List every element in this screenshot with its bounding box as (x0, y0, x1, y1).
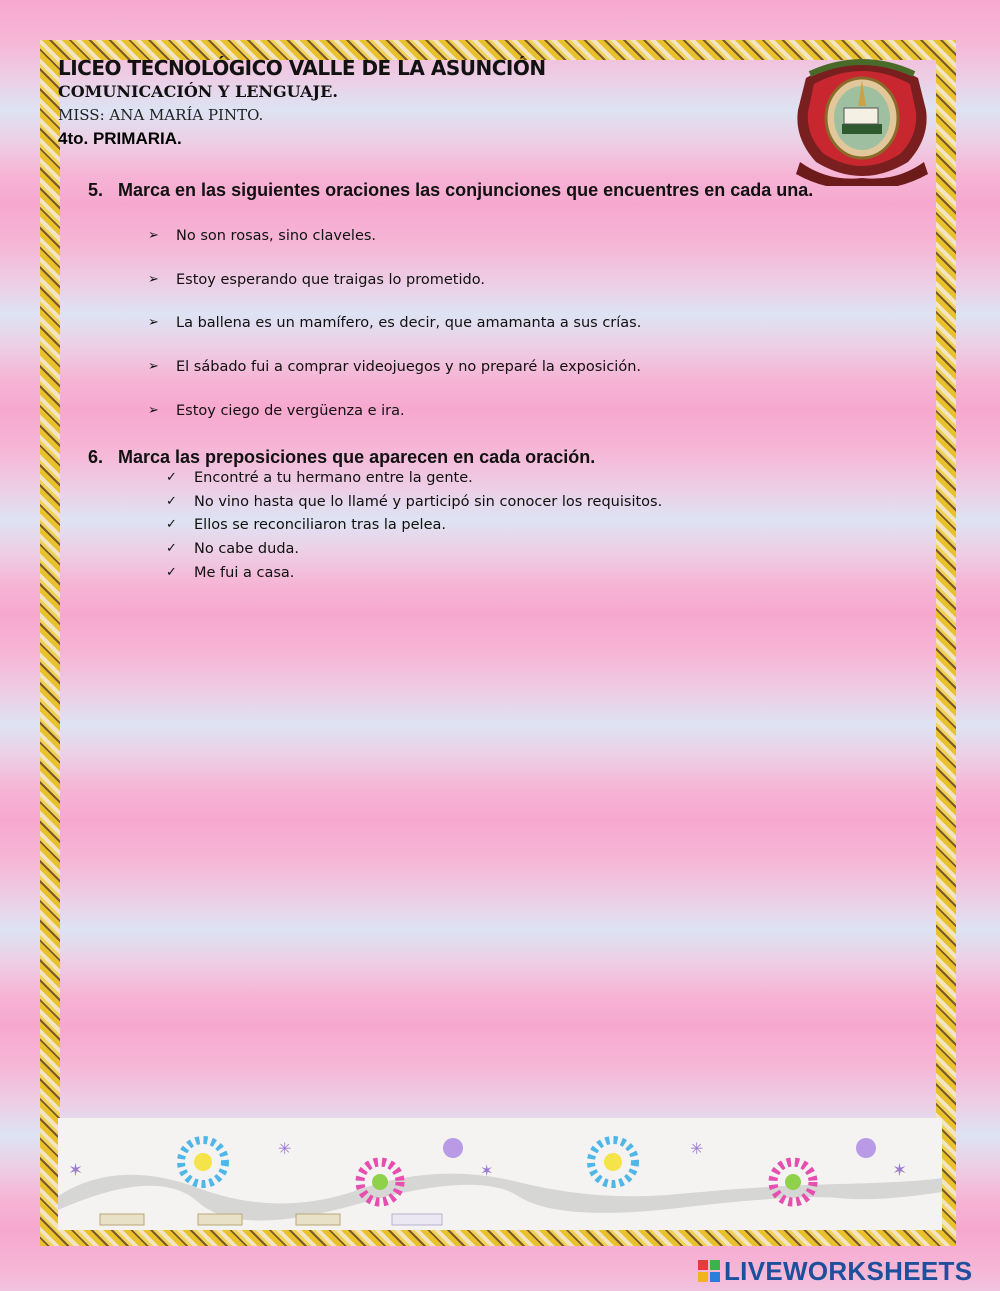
flower-icon (181, 1140, 225, 1184)
small-flower-icon (443, 1138, 463, 1158)
list-item (166, 493, 663, 518)
school-seal-icon (788, 50, 936, 186)
question-6 (88, 447, 595, 468)
checkmark-bullet-icon: ✓ (166, 470, 177, 485)
arrow-bullet-icon: ➢ (148, 271, 159, 287)
flower-decoration-strip (58, 1118, 942, 1230)
question-5-number: 5. (88, 180, 104, 200)
list-item (166, 541, 662, 565)
liveworksheets-logo-icon (698, 1260, 720, 1282)
list-item (148, 271, 641, 316)
star-icon: ✶ (68, 1160, 84, 1180)
sentence-text: El sábado fui a comprar videojuegos y no preparé la exposición. (176, 359, 642, 376)
badge-icon (100, 1214, 144, 1225)
sentence-text: No son rosas, sino claveles. (176, 228, 377, 244)
sentence-text: Estoy ciego de vergüenza e ira. (176, 402, 405, 419)
question-6-text: Marca las preposiciones que aparecen en cada oración. (118, 447, 596, 467)
checkmark-bullet-icon: ✓ (166, 564, 177, 580)
badge-icon (392, 1214, 442, 1225)
sentence-text: Encontré a tu hermano entre la gente. (194, 470, 473, 486)
star-icon: ✶ (892, 1160, 908, 1180)
sentence-text: Estoy esperando que traigas lo prometido. (176, 271, 485, 288)
checkmark-bullet-icon: ✓ (166, 493, 177, 509)
star-icon: ✳ (278, 1141, 292, 1158)
sentence-text: La ballena es un mamífero, es decir, que amamanta a sus crías. (176, 315, 642, 332)
arrow-bullet-icon: ➢ (148, 402, 159, 418)
list-item (148, 402, 641, 447)
grade-level: 4to. PRIMARIA. (58, 129, 182, 148)
question-6-list (166, 470, 663, 588)
sentence-text: Ellos se reconciliaron tras la pelea. (194, 517, 446, 534)
checkmark-bullet-icon: ✓ (166, 517, 177, 533)
sentence-text: Me fui a casa. (194, 564, 295, 581)
star-icon: ✳ (690, 1141, 704, 1158)
list-item (148, 359, 642, 403)
question-5 (88, 180, 813, 201)
logo-text: LIVEWORKSHEETS (724, 1256, 973, 1286)
question-5-list (148, 228, 642, 446)
pencil-border-frame (40, 40, 956, 1246)
small-flower-icon (856, 1138, 876, 1158)
subject-name: COMUNICACIÓN Y LENGUAJE. (58, 82, 338, 101)
teacher-name: MISS: ANA MARÍA PINTO. (58, 106, 264, 124)
sentence-text: No vino hasta que lo llamé y participó sin conocer los requisitos. (194, 493, 663, 510)
arrow-bullet-icon: ➢ (148, 359, 159, 375)
flower-ribbon-icon (58, 1118, 942, 1230)
arrow-bullet-icon: ➢ (148, 228, 159, 243)
list-item (166, 470, 662, 494)
arrow-bullet-icon: ➢ (148, 315, 159, 331)
list-item (166, 564, 662, 589)
question-5-text: Marca en las siguientes oraciones las conjunciones que encuentres en cada una. (118, 180, 814, 200)
school-name: LICEO TECNOLÓGICO VALLE DE LA ASUNCIÓN (58, 56, 546, 80)
flower-icon (591, 1140, 635, 1184)
badge-icon (296, 1214, 340, 1225)
sentence-text: No cabe duda. (194, 541, 300, 558)
question-6-number: 6. (88, 447, 104, 467)
list-item (148, 228, 641, 272)
star-icon: ✶ (480, 1163, 494, 1180)
worksheet-header (58, 58, 546, 147)
list-item (148, 315, 642, 359)
checkmark-bullet-icon: ✓ (166, 541, 177, 557)
list-item (166, 517, 662, 541)
badge-icon (198, 1214, 242, 1225)
liveworksheets-logo (698, 1256, 972, 1287)
